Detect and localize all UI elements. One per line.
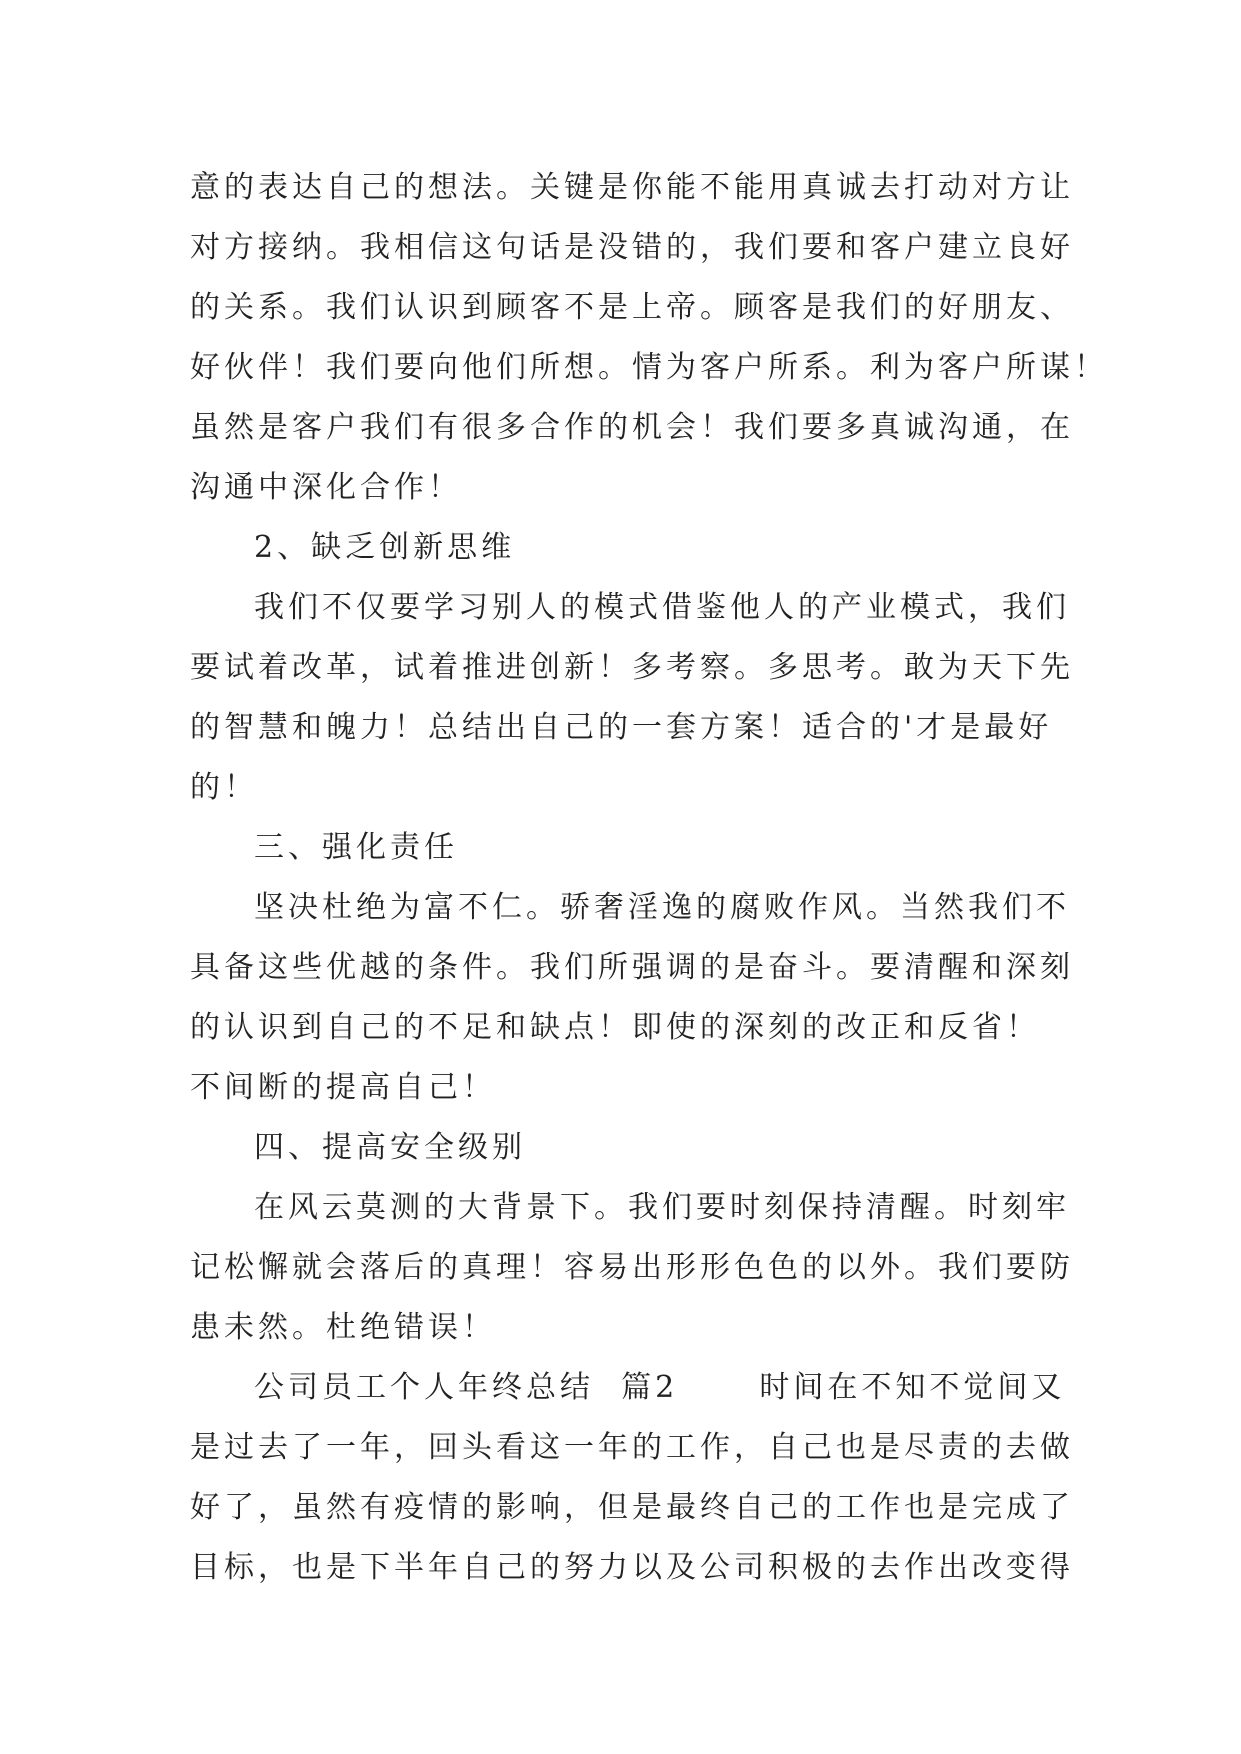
paragraph	[190, 878, 1074, 1118]
paragraph	[190, 1178, 1074, 1358]
text-line: 记松懈就会落后的真理！容易出形形色色的以外。我们要防	[190, 1250, 1074, 1285]
text-line: 意的表达自己的想法。关键是你能不能用真诚去打动对方让	[190, 170, 1074, 205]
text-line: 对方接纳。我相信这句话是没错的，我们要和客户建立良好	[190, 230, 1074, 265]
text-line: 是过去了一年，回头看这一年的工作，自己也是尽责的去做	[190, 1430, 1074, 1465]
text-line: 好了，虽然有疫情的影响，但是最终自己的工作也是完成了	[190, 1490, 1074, 1525]
text-line: 虽然是客户我们有很多合作的机会！我们要多真诚沟通，在	[190, 410, 1074, 445]
text-line: 的认识到自己的不足和缺点！即使的深刻的改正和反省！	[190, 1010, 1040, 1045]
section-heading	[190, 1118, 1070, 1178]
text-line: 目标，也是下半年自己的努力以及公司积极的去作出改变得	[190, 1550, 1074, 1585]
paragraph	[190, 1358, 1074, 1598]
text-line: 患未然。杜绝错误！	[190, 1310, 496, 1345]
text-line: 的关系。我们认识到顾客不是上帝。顾客是我们的好朋友、	[190, 290, 1074, 325]
document-body	[190, 158, 1108, 1598]
heading-text: 2、缺乏创新思维	[254, 530, 516, 565]
text-line: 我们不仅要学习别人的模式借鉴他人的产业模式，我们	[254, 590, 1070, 625]
paragraph	[190, 158, 1108, 518]
text-line: 好伙伴！我们要向他们所想。情为客户所系。利为客户所谋！	[190, 350, 1108, 385]
heading-text: 三、强化责任	[254, 830, 458, 865]
text-line: 不间断的提高自己！	[190, 1070, 496, 1105]
text-line: 在风云莫测的大背景下。我们要时刻保持清醒。时刻牢	[254, 1190, 1070, 1225]
section-heading	[190, 518, 1070, 578]
paragraph	[190, 578, 1074, 818]
section-heading	[190, 818, 1070, 878]
text-line: 公司员工个人年终总结 篇2 时间在不知不觉间又	[254, 1370, 1066, 1405]
text-line: 要试着改革，试着推进创新！多考察。多思考。敢为天下先	[190, 650, 1074, 685]
heading-text: 四、提高安全级别	[254, 1130, 526, 1165]
text-line: 坚决杜绝为富不仁。骄奢淫逸的腐败作风。当然我们不	[254, 890, 1070, 925]
text-line: 具备这些优越的条件。我们所强调的是奋斗。要清醒和深刻	[190, 950, 1074, 985]
text-line: 的智慧和魄力！总结出自己的一套方案！适合的'才是最好	[190, 710, 1053, 745]
text-line: 沟通中深化合作！	[190, 470, 462, 505]
text-line: 的！	[190, 770, 258, 805]
